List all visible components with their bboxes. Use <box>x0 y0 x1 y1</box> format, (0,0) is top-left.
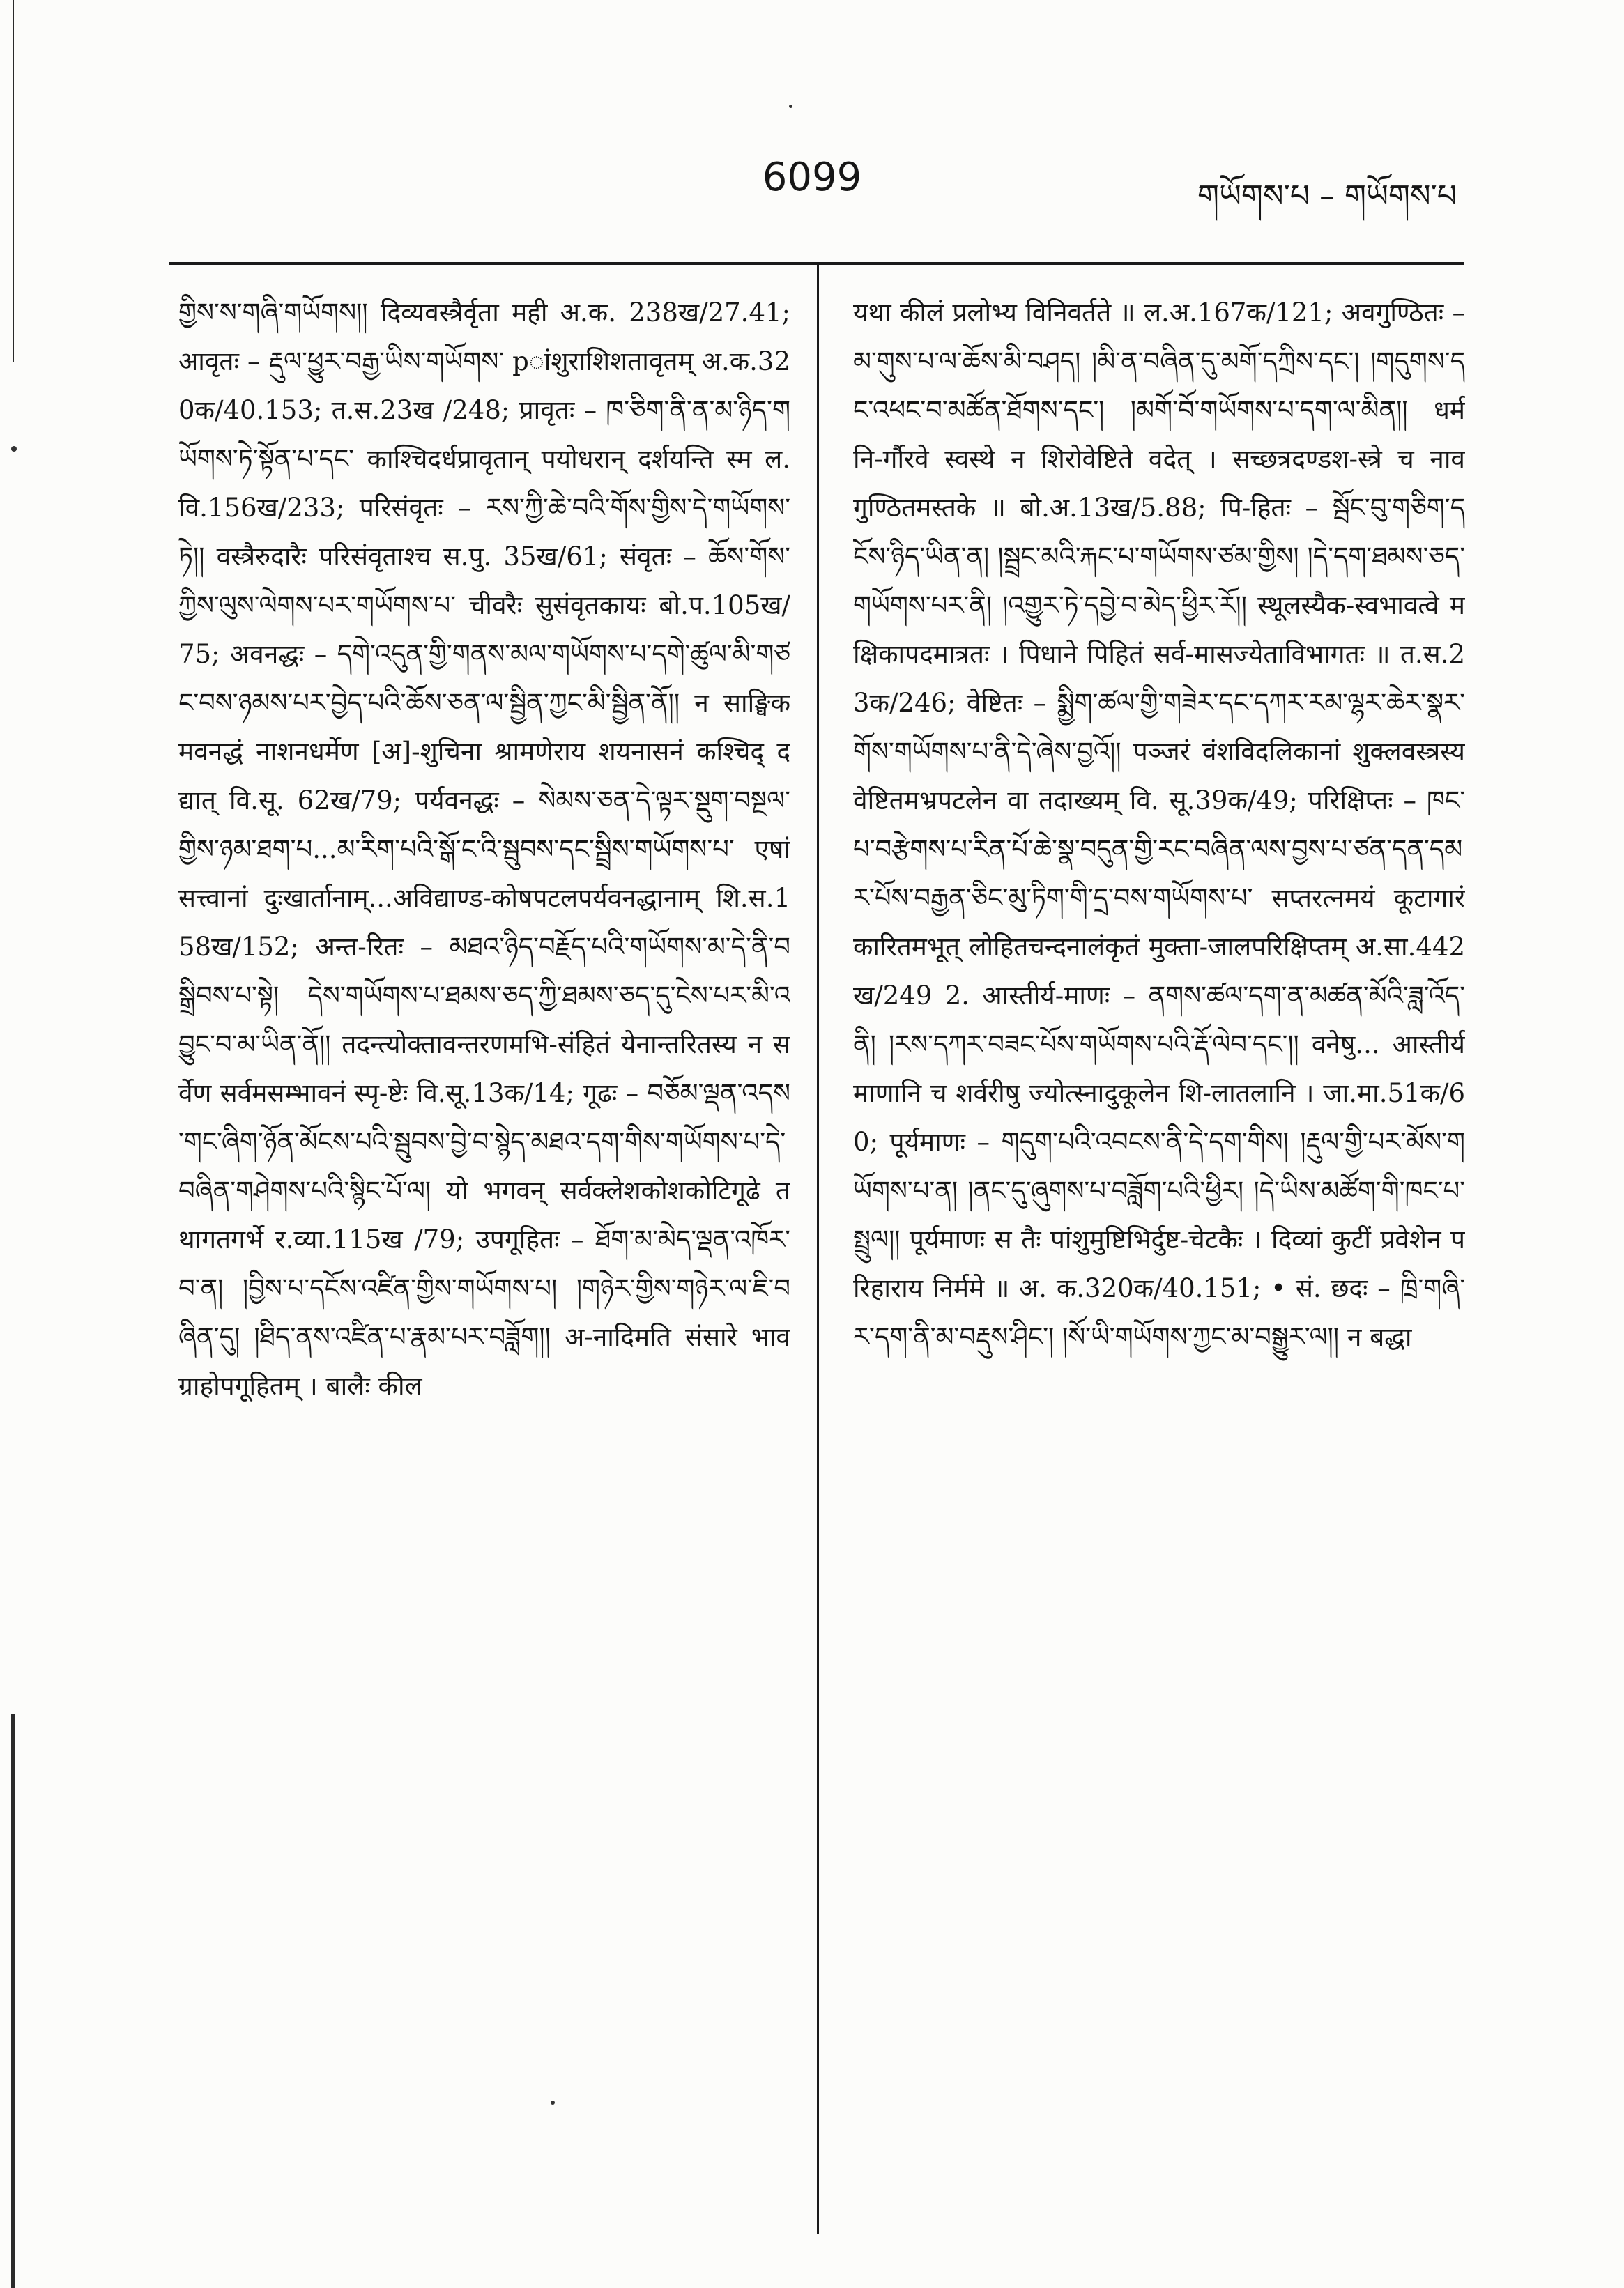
right-column-text: यथा कीलं प्रलोभ्य विनिवर्तते ॥ ल.अ.167क/121; अवगुण्ठितः – མ་གུས་པ་ལ་ཆོས་མི་བཤད། །མི་ན་བཞིན་དུ་མགོ་དཀྲིས་དང་། །གདུགས་དང་འཕང་བ་མཚོན་ཐོགས་དང་། །མགོ་བོ་གཡོགས་པ་དག་ལ་མིན།། धर्म नि-र्गौरवे स्वस्थे न शिरोवेष्टिते वदेत् । सच्छत्रदण्डश-स्त्रे च नावगुण्ठितमस्तके ॥ बो.अ.13ख/5.88; पि-हितः – སྦོང་བུ་གཅིག་དངོས་ཉིད་ཡིན་ན། །སྦྲང་མའི་རྐང་པ་གཡོགས་ཙམ་གྱིས། །དེ་དག་ཐམས་ཅད་གཡོགས་པར་ནི། །འགྱུར་ཏེ་དབྱེ་བ་མེད་ཕྱིར་རོ།། स्थूलस्यैक-स्वभावत्वे मक्षिकापदमात्रतः । पिधाने पिहितं सर्व-मासज्येताविभागतः ॥ त.स.23क/246; वेष्टितः – སྨྱིག་ཚལ་གྱི་གཟེར་དང་དཀར་རམ་ལྷར་ཆེར་སྣར་གོས་གཡོགས་པ་ནི་དེ་ཞེས་བྱའོ།། पञ्जरं वंशविदलिकानां शुक्लवस्त्रस्य वेष्टितमभ्रपटलेन वा तदाख्यम् वि. सू.39क/49; परिक्षिप्तः – ཁང་པ་བརྩེགས་པ་རིན་པོ་ཆེ་སྣ་བདུན་གྱི་རང་བཞིན་ལས་བྱས་པ་ཙན་དན་དམར་པོས་བརྒྱན་ཅིང་མུ་ཏིག་གི་དྲ་བས་གཡོགས་པ་ सप्तरत्नमयं कूटागारं कारितमभूत् लोहितचन्दनालंकृतं मुक्ता-जालपरिक्षिप्तम् अ.सा.442ख/249 2. आस्तीर्य-माणः – ནགས་ཚལ་དག་ན་མཚན་མོའི་ཟླ་འོད་ནི། །རས་དཀར་བཟང་པོས་གཡོགས་པའི་རྡོ་ལེབ་དང་།། वनेषु... आस्तीर्यमाणानि च शर्वरीषु ज्योत्स्नादुकूलेन शि-लातलानि । जा.मा.51क/60; पूर्यमाणः – གདུག་པའི་འབངས་ནི་དེ་དག་གིས། །རྡུལ་གྱི་པར་མོས་གཡོགས་པ་ན། །ནང་དུ་ཞུགས་པ་བཟློག་པའི་ཕྱིར། །དེ་ཡིས་མཚོག་གི་ཁང་པ་སྤྲུལ།། पूर्यमाणः स तैः पांशुमुष्टिभिर्दुष्ट-चेटकैः । दिव्यां कुटीं प्रवेशेन परिहाराय निर्ममे ॥ अ. क.320क/40.151; • सं. छदः – ཁྲི་གཞི་ར་དག་ནི་མ་བརྡུས་ཤིང་། །སོ་ཡི་གཡོགས་ཀྱང་མ་བསྒྱུར་ལ།། न बद्धा <box>853 298 1465 1352</box>
scan-speck <box>11 446 17 452</box>
scan-margin-line <box>13 0 14 362</box>
left-column-text: གྱིས་ས་གཞི་གཡོགས།། दिव्यवस्त्रैर्वृता मही अ.क. 238ख/27.41; आवृतः – རྡུལ་ཕྱུར་བརྒྱ་ཡིས་གཡོགས་ pांशुराशिशतावृतम् अ.क.320क/40.153; त.स.23ख /248; प्रावृतः – ཁ་ཅིག་ནི་ན་མ་ཉིད་གཡོགས་ཏེ་སྟོན་པ་དང་ काश्चिदर्धप्रावृतान् पयोधरान् दर्शयन्ति स्म ल.वि.156ख/233; परिसंवृतः – རས་ཀྱི་ཆེ་བའི་གོས་གྱིས་དེ་གཡོགས་ཏེ།། वस्त्रैरुदारैः परिसंवृताश्च स.पु. 35ख/61; संवृतः – ཆོས་གོས་ཀྱིས་ལུས་ལེགས་པར་གཡོགས་པ་ चीवरैः सुसंवृतकायः बो.प.105ख/75; अवनद्धः – དགེ་འདུན་གྱི་གནས་མལ་གཡོགས་པ་དགེ་ཚུལ་མི་གཙང་བས་ཉམས་པར་བྱེད་པའི་ཆོས་ཅན་ལ་སྦྱིན་ཀྱང་མི་སྦྱིན་ནོ།། न साङ्घिकमवनद्धं नाशनधर्मेण [अ]-शुचिना श्रामणेराय शयनासनं कश्चिद् दद्यात् वि.सू. 62ख/79; पर्यवनद्धः – སེམས་ཅན་དེ་ལྟར་སྡུག་བསྔལ་གྱིས་ཉམ་ཐག་པ...མ་རིག་པའི་སྒོ་ང་འི་སྦུབས་དང་སྦྲིས་གཡོགས་པ་ एषां सत्त्वानां दुःखार्तानाम्...अविद्याण्ड-कोषपटलपर्यवनद्धानाम् शि.स.158ख/152; अन्त-रितः – མཐའ་ཉིད་བརྗོད་པའི་གཡོགས་མ་དེ་ནི་བསྒྲིབས་པ་སྟེ། དེས་གཡོགས་པ་ཐམས་ཅད་ཀྱི་ཐམས་ཅད་དུ་ངེས་པར་མི་འབྱུང་བ་མ་ཡིན་ནོ།། तदन्त्योक्तावन्तरणमभि-संहितं येनान्तरितस्य न सर्वेण सर्वमसम्भावनं स्पृ-ष्टेः वि.सू.13क/14; गूढः – བཅོམ་ལྡན་འདས་གང་ཞིག་ཉོན་མོངས་པའི་སྦུབས་བྱེ་བ་སྙེད་མཐའ་དག་གིས་གཡོགས་པ་དེ་བཞིན་གཤེགས་པའི་སྙིང་པོ་ལ། यो भगवन् सर्वक्लेशकोशकोटिगूढे तथागतगर्भे र.व्या.115ख /79; उपगूहितः – ཐོག་མ་མེད་ལྡན་འཁོར་བ་ན། །བྱིས་པ་དངོས་འཛིན་གྱིས་གཡོགས་པ། །གཉེར་གྱིས་གཉེར་ལ་ཇི་བཞིན་དུ། །ཐིད་ནས་འཛིན་པ་རྣམ་པར་བཟློག།། अ-नादिमति संसारे भावग्राहोपगूहितम् । बालैः कील <box>178 298 790 1401</box>
scan-margin-line <box>11 1714 15 2288</box>
scan-speck <box>789 105 792 108</box>
running-head: གཡོགས་པ – གཡོགས་པ <box>1197 178 1457 214</box>
column-divider <box>817 265 819 2234</box>
page-number: 6099 <box>762 155 862 200</box>
header-rule <box>169 262 1464 265</box>
